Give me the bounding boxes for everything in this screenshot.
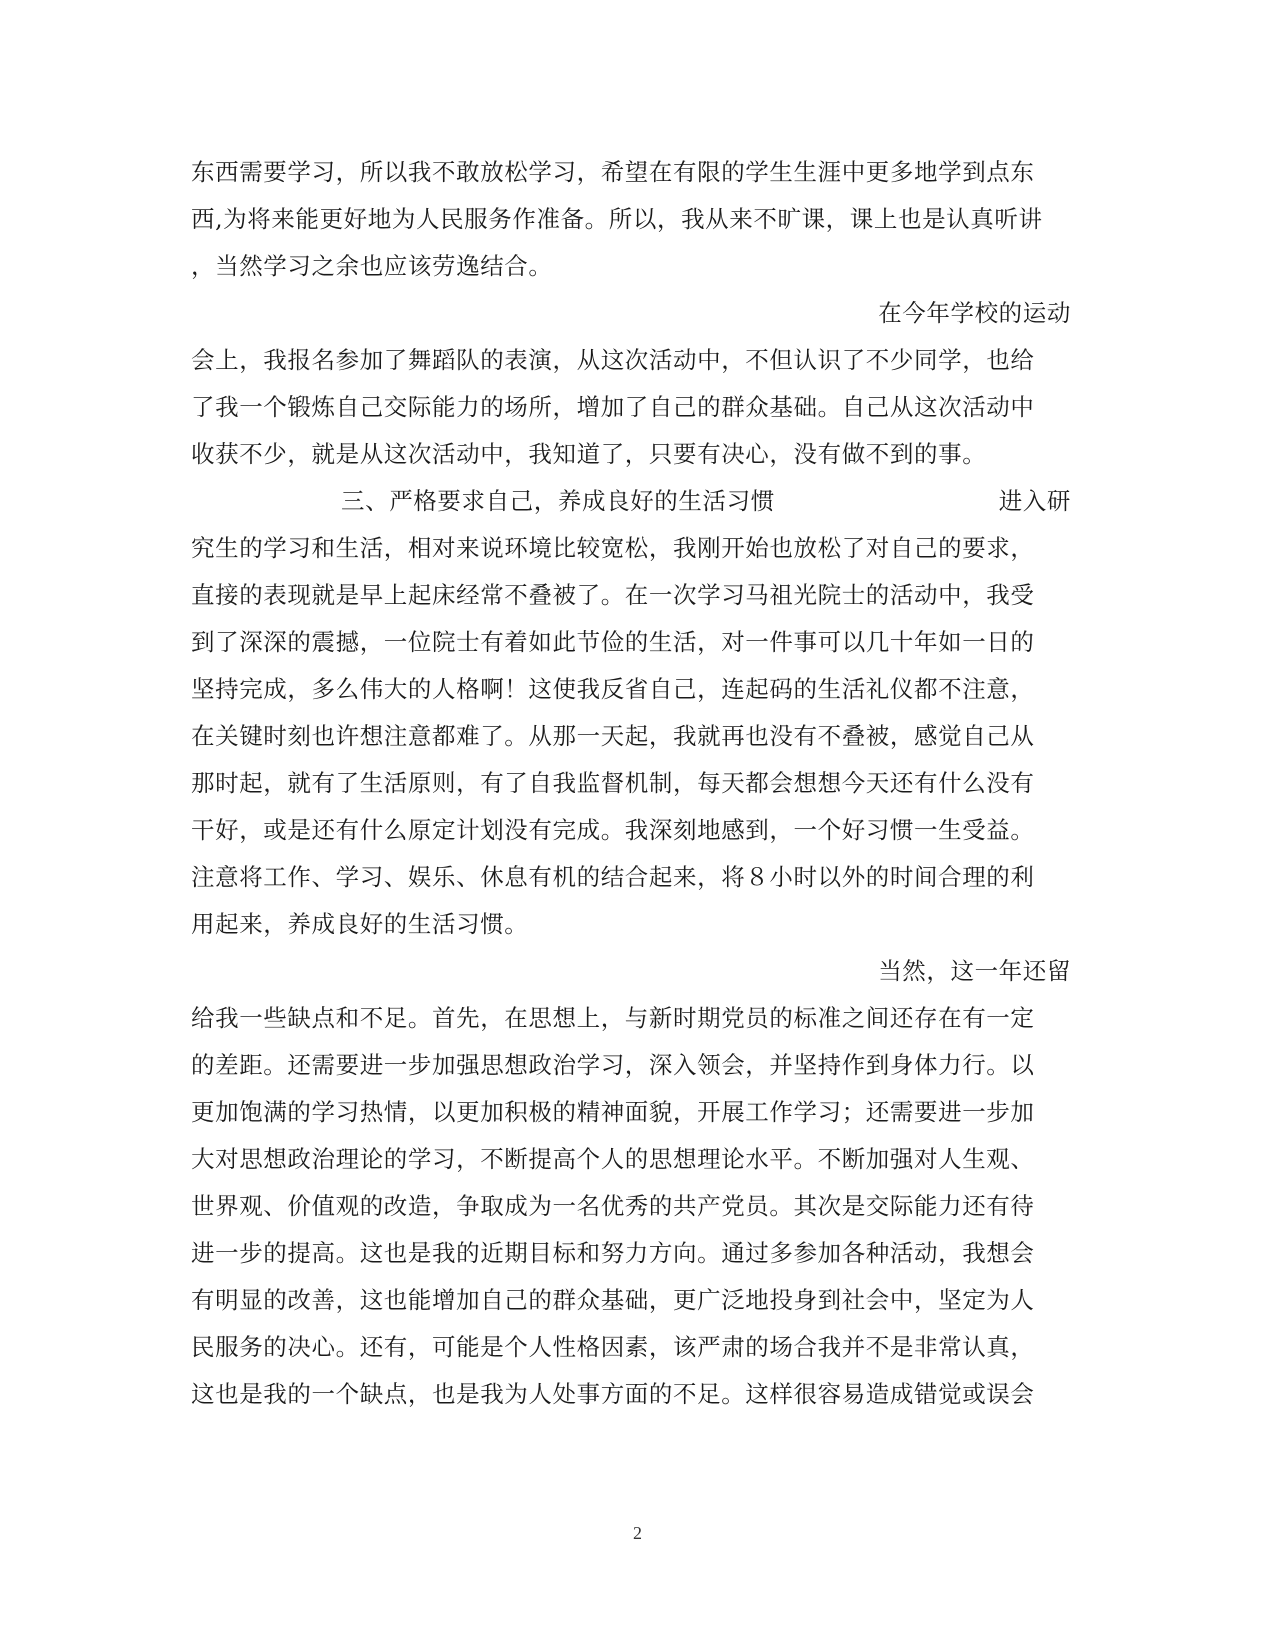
heading-line-tail: 进入研 <box>998 487 1071 515</box>
text-line: 到了深深的震撼，一位院士有着如此节俭的生活，对一件事可以几十年如一日的 <box>191 628 1035 656</box>
text-line: 究生的学习和生活，相对来说环境比较宽松，我刚开始也放松了对自己的要求， <box>191 534 1035 562</box>
text-line: 东西需要学习，所以我不敢放松学习，希望在有限的学生生涯中更多地学到点东 <box>191 158 1035 186</box>
text-line: 大对思想政治理论的学习，不断提高个人的思想理论水平。不断加强对人生观、 <box>191 1145 1035 1173</box>
text-line: 民服务的决心。还有，可能是个人性格因素，该严肃的场合我并不是非常认真， <box>191 1333 1035 1361</box>
text-line: 干好，或是还有什么原定计划没有完成。我深刻地感到，一个好习惯一生受益。 <box>191 816 1035 844</box>
text-line: 的差距。还需要进一步加强思想政治学习，深入领会，并坚持作到身体力行。以 <box>191 1051 1035 1079</box>
text-line: 西,为将来能更好地为人民服务作准备。所以，我从来不旷课，课上也是认真听讲 <box>191 205 1043 233</box>
text-line: 更加饱满的学习热情，以更加积极的精神面貌，开展工作学习；还需要进一步加 <box>191 1098 1035 1126</box>
text-line: 当然，这一年还留 <box>878 957 1071 985</box>
text-line: 在今年学校的运动 <box>878 299 1071 327</box>
text-line: 了我一个锻炼自己交际能力的场所，增加了自己的群众基础。自己从这次活动中 <box>191 393 1035 421</box>
text-line: 有明显的改善，这也能增加自己的群众基础，更广泛地投身到社会中，坚定为人 <box>191 1286 1035 1314</box>
text-line: 坚持完成，多么伟大的人格啊！这使我反省自己，连起码的生活礼仪都不注意， <box>191 675 1035 703</box>
text-line: 给我一些缺点和不足。首先，在思想上，与新时期党员的标准之间还存在有一定 <box>191 1004 1035 1032</box>
page-number: 2 <box>633 1523 642 1543</box>
text-line: 会上，我报名参加了舞蹈队的表演，从这次活动中，不但认识了不少同学，也给 <box>191 346 1035 374</box>
text-line: 在关键时刻也许想注意都难了。从那一天起，我就再也没有不叠被，感觉自己从 <box>191 722 1035 750</box>
text-line: ，当然学习之余也应该劳逸结合。 <box>191 252 553 280</box>
text-line: 收获不少，就是从这次活动中，我知道了，只要有决心，没有做不到的事。 <box>191 440 987 468</box>
text-line: 进一步的提高。这也是我的近期目标和努力方向。通过多参加各种活动，我想会 <box>191 1239 1035 1267</box>
text-line: 世界观、价值观的改造，争取成为一名优秀的共产党员。其次是交际能力还有待 <box>191 1192 1035 1220</box>
text-line: 用起来，养成良好的生活习惯。 <box>191 910 529 938</box>
text-line: 直接的表现就是早上起床经常不叠被了。在一次学习马祖光院士的活动中，我受 <box>191 581 1035 609</box>
section-heading-line <box>191 486 1071 516</box>
text-line: 这也是我的一个缺点，也是我为人处事方面的不足。这样很容易造成错觉或误会 <box>191 1380 1035 1408</box>
text-line: 那时起，就有了生活原则，有了自我监督机制，每天都会想想今天还有什么没有 <box>191 769 1035 797</box>
section-heading: 三、严格要求自己，养成良好的生活习惯 <box>341 487 775 515</box>
text-line: 注意将工作、学习、娱乐、休息有机的结合起来，将８小时以外的时间合理的利 <box>191 863 1035 891</box>
